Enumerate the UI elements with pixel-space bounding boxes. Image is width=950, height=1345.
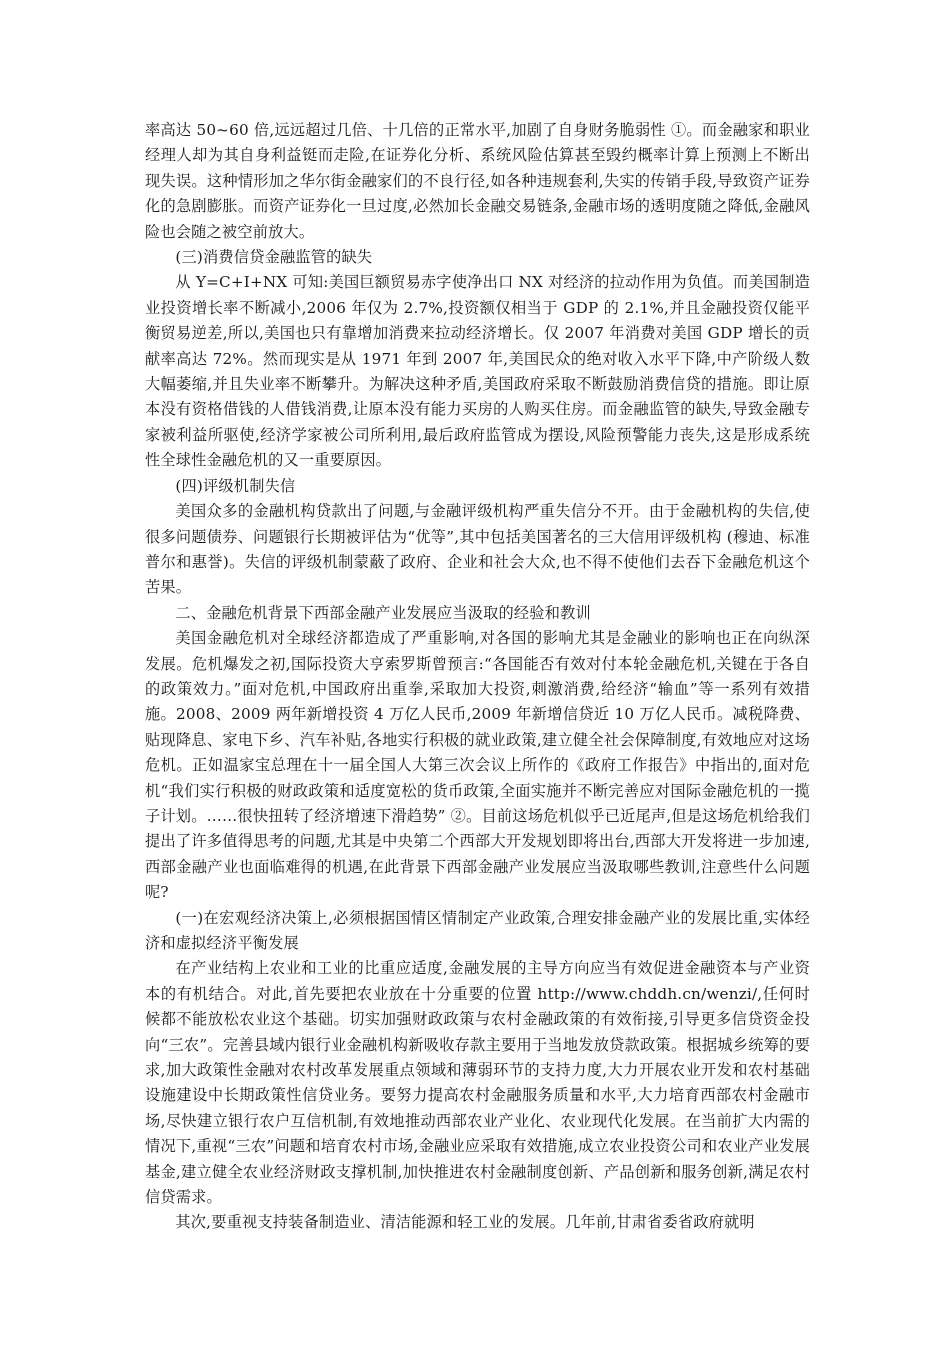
section-heading-macro-policy: (一)在宏观经济决策上,必须根据国情区情制定产业政策,合理安排金融产业的发展比重,实体经济和虚拟经济平衡发展	[145, 908, 810, 952]
paragraph-manufacturing: 其次,要重视支持装备制造业、清洁能源和轻工业的发展。几年前,甘肃省委省政府就明	[175, 1213, 755, 1232]
document-body	[145, 118, 810, 1236]
paragraph-consumer-credit: 从 Y=C+I+NX 可知:美国巨额贸易赤字使净出口 NX 对经济的拉动作用为负值。而美国制造业投资增长率不断减小,2006 年仅为 2.7%,投资额仅相当于 GDP 的 2.1%,并且金融投资仅能平衡贸易逆差,所以,美国也只有靠增加消费来拉动经济增长。仅 2007 年消费对美国 GDP 增长的贡献率高达 72%。然而现实是从 1971 年到 2007 年,美国民众的绝对收入水平下降,中产阶级人数大幅萎缩,并且失业率不断攀升。为解决这种矛盾,美国政府采取不断鼓励消费信贷的措施。即让原本没有资格借钱的人借钱消费,让原本没有能力买房的人购买住房。而金融监管的缺失,导致金融专家被利益所驱使,经济学家被公司所利用,最后政府监管成为摆设,风险预警能力丧失,这是形成系统性全球性金融危机的又一重要原因。	[145, 273, 810, 470]
paragraph-agriculture-finance: 在产业结构上农业和工业的比重应适度,金融发展的主导方向应当有效促进金融资本与产业资本的有机结合。对此,首先要把农业放在十分重要的位置 http://www.chddh.cn/wenzi/,任何时候都不能放松农业这个基础。切实加强财政政策与农村金融政策的有效衔接,引导更多信贷资金投向“三农”。完善县域内银行业金融机构新吸收存款主要用于当地发放贷款政策。根据城乡统筹的要求,加大政策性金融对农村改革发展重点领域和薄弱环节的支持力度,大力开展农业开发和农村基础设施建设中长期政策性信贷业务。要努力提高农村金融服务质量和水平,大力培育西部农村金融市场,尽快建立银行农户互信机制,有效地推动西部农业产业化、农业现代化发展。在当前扩大内需的情况下,重视“三农”问题和培育农村市场,金融业应采取有效措施,成立农业投资公司和农业产业发展基金,建立健全农业经济财政支撑机制,加快推进农村金融制度创新、产品创新和服务创新,满足农村信贷需求。	[145, 959, 810, 1207]
section-heading-lessons: 二、金融危机背景下西部金融产业发展应当汲取的经验和教训	[175, 603, 591, 622]
section-heading-consumer-credit: (三)消费信贷金融监管的缺失	[175, 248, 373, 267]
section-heading-rating-failure: (四)评级机制失信	[175, 476, 296, 495]
paragraph-crisis-response: 美国金融危机对全球经济都造成了严重影响,对各国的影响尤其是金融业的影响也正在向纵深发展。危机爆发之初,国际投资大亨索罗斯曾预言:“各国能否有效对付本轮金融危机,关键在于各自的政策效力。”面对危机,中国政府出重拳,采取加大投资,刺激消费,给经济“输血”等一系列有效措施。2008、2009 两年新增投资 4 万亿人民币,2009 年新增信贷近 10 万亿人民币。减税降费、贴现降息、家电下乡、汽车补贴,各地实行积极的就业政策,建立健全社会保障制度,有效地应对这场危机。正如温家宝总理在十一届全国人大第三次会议上所作的《政府工作报告》中指出的,面对危机“我们实行积极的财政政策和适度宽松的货币政策,全面实施并不断完善应对国际金融危机的一揽子计划。……很快扭转了经济增速下滑趋势” ②。目前这场危机似乎已近尾声,但是这场危机给我们提出了许多值得思考的问题,尤其是中央第二个西部大开发规划即将出台,西部大开发将进一步加速,西部金融产业也面临难得的机遇,在此背景下西部金融产业发展应当汲取哪些教训,注意些什么问题呢?	[145, 629, 810, 902]
paragraph-rating-failure: 美国众多的金融机构贷款出了问题,与金融评级机构严重失信分不开。由于金融机构的失信,使很多问题债券、问题银行长期被评估为“优等”,其中包括美国著名的三大信用评级机构 (穆迪、标准普尔和惠誉)。失信的评级机制蒙蔽了政府、企业和社会大众,也不得不使他们去吞下金融危机这个苦果。	[145, 502, 810, 597]
paragraph-leverage-risk: 率高达 50~60 倍,远远超过几倍、十几倍的正常水平,加剧了自身财务脆弱性 ①。而金融家和职业经理人却为其自身利益铤而走险,在证券化分析、系统风险估算甚至毁约概率计算上预测上不断出现失误。这种情形加之华尔街金融家们的不良行径,如各种违规套利,失实的传销手段,导致资产证券化的急剧膨胀。而资产证券化一旦过度,必然加长金融交易链条,金融市场的透明度随之降低,金融风险也会随之被空前放大。	[145, 121, 810, 241]
